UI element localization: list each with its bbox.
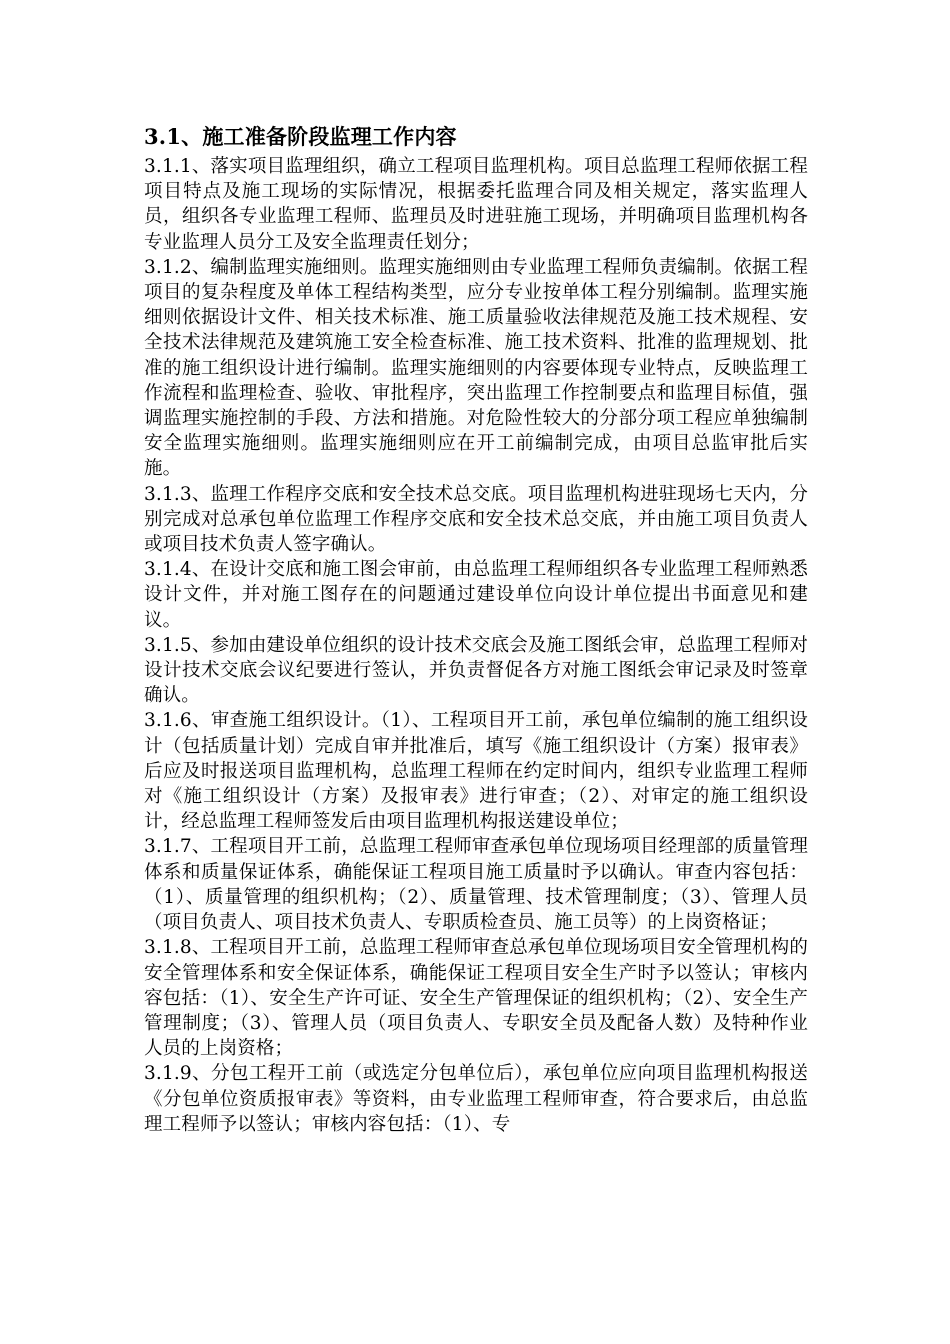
paragraph-3-1-9: 3.1.9、分包工程开工前（或选定分包单位后），承包单位应向项目监理机构报送《分包单位资质报审表》等资料，由专业监理工程师审查，符合要求后，由总监理工程师予以签认；审核内容包括：（1）、专 — [144, 1063, 808, 1135]
paragraph-3-1-3: 3.1.3、监理工作程序交底和安全技术总交底。项目监理机构进驻现场七天内，分别完成对总承包单位监理工作程序交底和安全技术总交底，并由施工项目负责人或项目技术负责人签字确认。 — [144, 483, 808, 556]
paragraph-3-1-6: 3.1.6、审查施工组织设计。（1）、工程项目开工前，承包单位编制的施工组织设计（包括质量计划）完成自审并批准后，填写《施工组织设计（方案）报审表》后应及时报送项目监理机构，总监理工程师在约定时间内，组织专业监理工程师对《施工组织设计（方案）及报审表》进行审查；（2）、对审定的施工组织设计，经总监理工程师签发后由项目监理机构报送建设单位； — [144, 710, 808, 833]
paragraph-3-1-2: 3.1.2、编制监理实施细则。监理实施细则由专业监理工程师负责编制。依据工程项目的复杂程度及单体工程结构类型，应分专业按单体工程分别编制。监理实施细则依据设计文件、相关技术标准、施工质量验收法律规范及施工技术规程、安全技术法律规范及建筑施工安全检查标准、施工技术资料、批准的监理规划、批准的施工组织设计进行编制。监理实施细则的内容要体现专业特点，反映监理工作流程和监理检查、验收、审批程序，突出监理工作控制要点和监理目标值，强调监理实施控制的手段、方法和措施。对危险性较大的分部分项工程应单独编制安全监理实施细则。监理实施细则应在开工前编制完成，由项目总监审批后实施。 — [144, 256, 808, 480]
paragraph-3-1-8: 3.1.8、工程项目开工前，总监理工程师审查总承包单位现场项目安全管理机构的安全管理体系和安全保证体系，确能保证工程项目安全生产时予以签认；审核内容包括：（1）、安全生产许可证、安全生产管理保证的组织机构；（2）、安全生产管理制度；（3）、管理人员（项目负责人、专职安全员及配备人数）及特种作业人员的上岗资格； — [144, 937, 808, 1060]
paragraph-3-1-4: 3.1.4、在设计交底和施工图会审前，由总监理工程师组织各专业监理工程师熟悉设计文件，并对施工图存在的问题通过建设单位向设计单位提出书面意见和建议。 — [144, 559, 808, 631]
section-heading: 3.1、施工准备阶段监理工作内容 — [144, 124, 457, 149]
paragraph-3-1-5: 3.1.5、参加由建设单位组织的设计技术交底会及施工图纸会审，总监理工程师对设计技术交底会议纪要进行签认，并负责督促各方对施工图纸会审记录及时签章确认。 — [144, 634, 808, 707]
document-page — [144, 120, 808, 1137]
paragraph-3-1-7: 3.1.7、工程项目开工前，总监理工程师审查承包单位现场项目经理部的质量管理体系和质量保证体系，确能保证工程项目施工质量时予以确认。审查内容包括：（1）、质量管理的组织机构；（2）、质量管理、技术管理制度；（3）、管理人员（项目负责人、项目技术负责人、专职质检查员、施工员等）的上岗资格证； — [144, 836, 808, 934]
paragraph-3-1-1: 3.1.1、落实项目监理组织，确立工程项目监理机构。项目总监理工程师依据工程项目特点及施工现场的实际情况，根据委托监理合同及相关规定，落实监理人员，组织各专业监理工程师、监理员及时进驻施工现场，并明确项目监理机构各专业监理人员分工及安全监理责任划分； — [144, 156, 808, 253]
